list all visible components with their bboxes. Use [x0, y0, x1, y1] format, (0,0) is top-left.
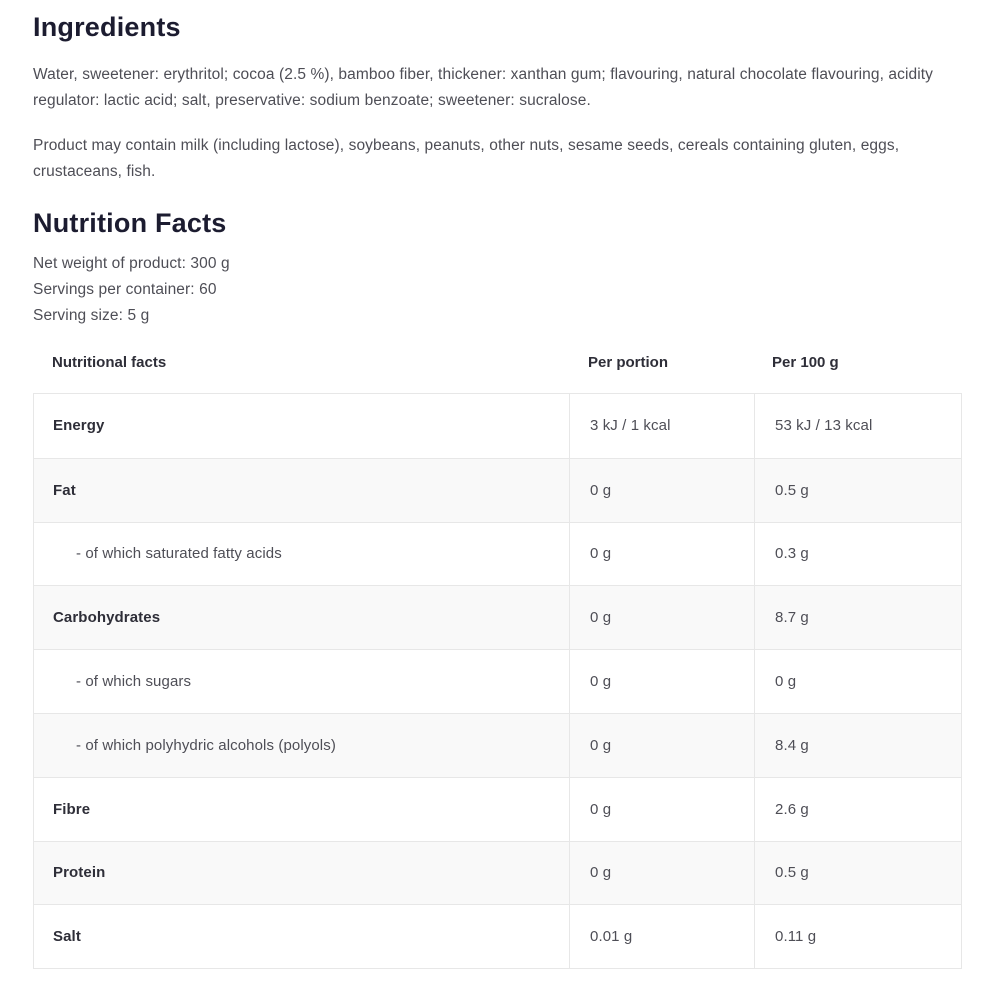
net-weight-line: Net weight of product: 300 g [33, 255, 230, 272]
per-portion-value: 0 g [569, 523, 754, 586]
per-portion-value: 0 g [569, 459, 754, 522]
nutrient-label: - of which sugars [76, 673, 192, 691]
table-row [34, 904, 961, 968]
servings-per-container-line: Servings per container: 60 [33, 281, 217, 298]
table-row [34, 777, 961, 841]
nutrient-label: Salt [53, 928, 81, 946]
per-100g-value: 0.5 g [754, 842, 961, 905]
table-row [34, 713, 961, 777]
serving-size-line: Serving size: 5 g [33, 307, 150, 324]
column-header-per-portion: Per portion [588, 354, 669, 371]
per-100g-value: 53 kJ / 13 kcal [754, 394, 961, 458]
per-portion-value: 0 g [569, 714, 754, 777]
per-portion-value: 0 g [569, 650, 754, 713]
per-portion-value: 3 kJ / 1 kcal [569, 394, 754, 458]
serving-info-block [33, 251, 963, 329]
column-header-per-100g: Per 100 g [772, 354, 839, 371]
per-100g-value: 0 g [754, 650, 961, 713]
nutrient-label: - of which polyhydric alcohols (polyols) [76, 736, 336, 754]
nutrition-table [33, 393, 962, 969]
per-portion-value: 0 g [569, 842, 754, 905]
per-100g-value: 0.11 g [754, 905, 961, 968]
nutrient-label: Fibre [53, 800, 91, 818]
nutrient-label: Energy [53, 417, 105, 435]
per-100g-value: 8.7 g [754, 586, 961, 649]
column-header-nutritional-facts: Nutritional facts [52, 354, 167, 371]
nutrient-label: Fat [53, 481, 76, 499]
nutrient-label: Protein [53, 864, 106, 882]
nutrient-label: Carbohydrates [53, 609, 161, 627]
ingredients-paragraph: Water, sweetener: erythritol; cocoa (2.5 %), bamboo fiber, thickener: xanthan gum; flavouring, natural chocolate flavouring, acidity regulator: lactic acid; salt, preservative: sodium benzoate; sweetener: sucralose. [33, 66, 934, 109]
nutrient-label: - of which saturated fatty acids [76, 545, 282, 563]
per-100g-value: 0.5 g [754, 459, 961, 522]
nutrition-facts-heading: Nutrition Facts [33, 208, 227, 238]
per-100g-value: 2.6 g [754, 778, 961, 841]
table-row [34, 841, 961, 905]
table-row [34, 394, 961, 458]
table-row [34, 649, 961, 713]
per-portion-value: 0.01 g [569, 905, 754, 968]
per-portion-value: 0 g [569, 586, 754, 649]
nutrition-table-header [33, 352, 962, 373]
per-portion-value: 0 g [569, 778, 754, 841]
table-row [34, 585, 961, 649]
ingredients-heading: Ingredients [33, 12, 181, 42]
per-100g-value: 0.3 g [754, 523, 961, 586]
allergen-paragraph: Product may contain milk (including lactose), soybeans, peanuts, other nuts, sesame seeds, cereals containing gluten, eggs, crustaceans, fish. [33, 137, 900, 180]
per-100g-value: 8.4 g [754, 714, 961, 777]
table-row [34, 522, 961, 586]
table-row [34, 458, 961, 522]
